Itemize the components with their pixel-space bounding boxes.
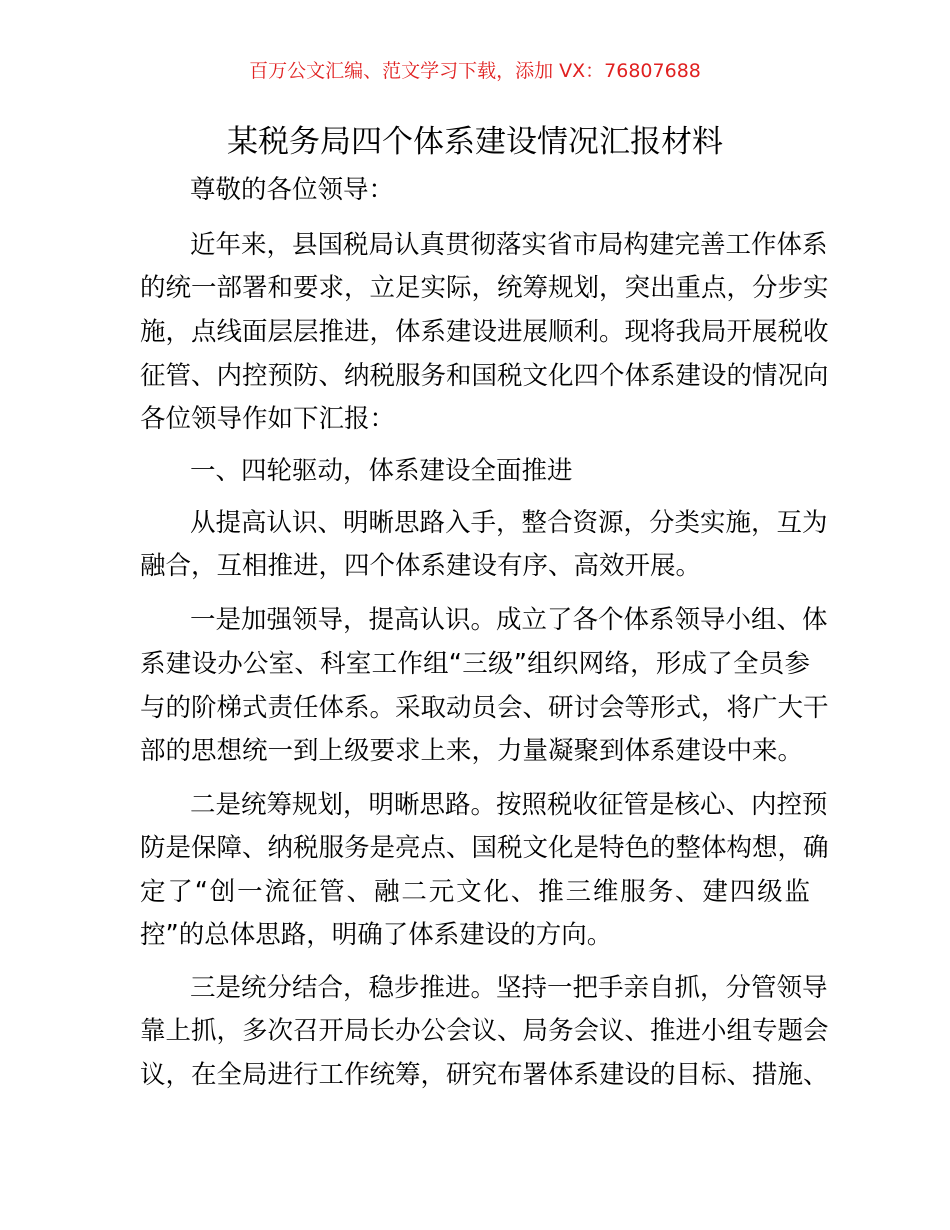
text-line: 系建设办公室、科室工作组“三级”组织网络，形成了全员参: [140, 649, 810, 679]
text-line: 融合，互相推进，四个体系建设有序、高效开展。: [140, 551, 702, 581]
document-title: 某税务局四个体系建设情况汇报材料: [227, 124, 723, 160]
text-line: 的统一部署和要求，立足实际，统筹规划，突出重点，分步实: [140, 273, 829, 303]
text-line: 议，在全局进行工作统筹，研究布署体系建设的目标、措施、: [140, 1060, 829, 1090]
text-line: 防是保障、纳税服务是亮点、国税文化是特色的整体构想，确: [140, 833, 829, 863]
text-line: 近年来，县国税局认真贯彻落实省市局构建完善工作体系: [190, 230, 828, 260]
text-line: 二是统筹规划，明晰思路。按照税收征管是核心、内控预: [190, 790, 828, 820]
text-line: 控”的总体思路，明确了体系建设的方向。: [140, 920, 613, 950]
section-heading: 一、四轮驱动，体系建设全面推进: [190, 456, 573, 486]
text-line: 定了“创一流征管、融二元文化、推三维服务、建四级监: [140, 877, 810, 907]
text-line: 部的思想统一到上级要求上来，力量凝聚到体系建设中来。: [140, 736, 804, 766]
text-line: 靠上抓，多次召开局长办公会议、局务会议、推进小组专题会: [140, 1016, 829, 1046]
text-line: 一是加强领导，提高认识。成立了各个体系领导小组、体: [190, 605, 828, 635]
header-banner: 百万公文汇编、范文学习下载，添加 VX：76807688: [249, 60, 701, 82]
salutation: 尊敬的各位领导：: [190, 175, 395, 205]
text-line: 施，点线面层层推进，体系建设进展顺利。现将我局开展税收: [140, 317, 829, 347]
text-line: 征管、内控预防、纳税服务和国税文化四个体系建设的情况向: [140, 361, 829, 391]
text-line: 各位领导作如下汇报：: [140, 404, 396, 434]
text-line: 从提高认识、明晰思路入手，整合资源，分类实施，互为: [190, 508, 828, 538]
text-line: 与的阶梯式责任体系。采取动员会、研讨会等形式，将广大干: [140, 693, 829, 723]
text-line: 三是统分结合，稳步推进。坚持一把手亲自抓，分管领导: [190, 973, 828, 1003]
